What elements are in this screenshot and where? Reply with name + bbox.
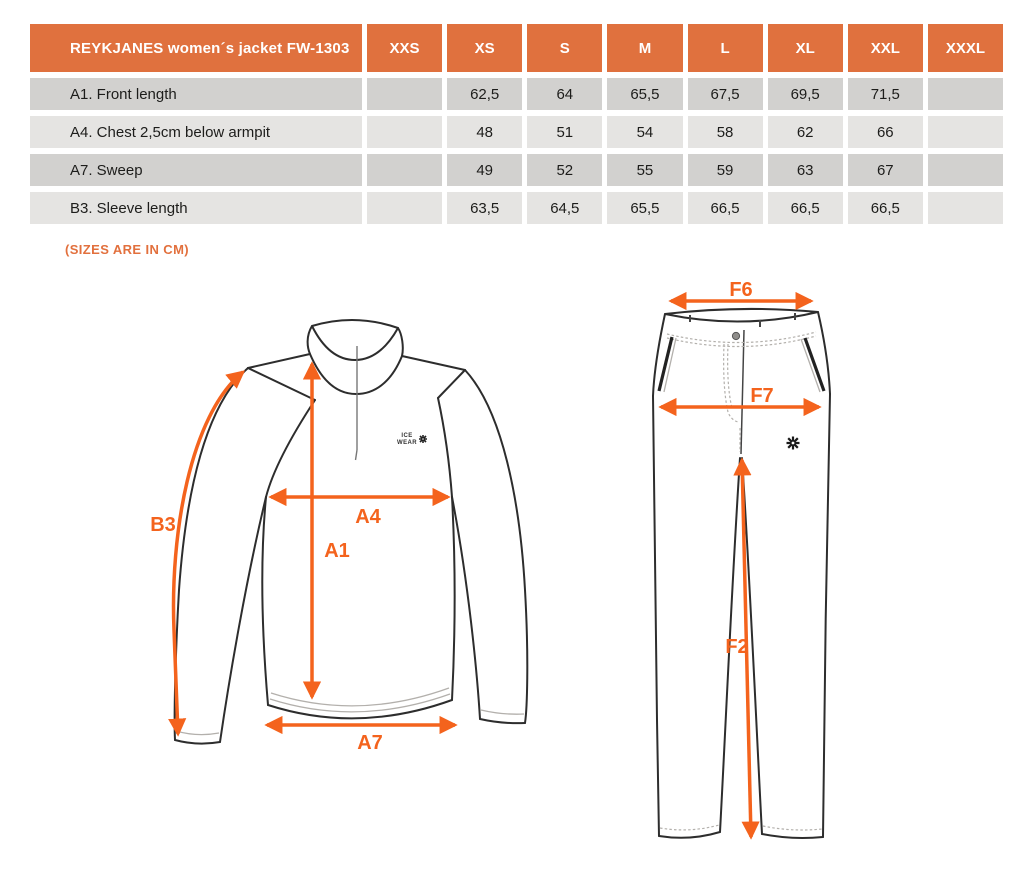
size-value: 63 xyxy=(768,154,843,186)
jacket-outline xyxy=(175,320,528,744)
size-value: 59 xyxy=(688,154,763,186)
label-f2: F2 xyxy=(725,636,749,658)
row-label: A7. Sweep xyxy=(30,154,362,186)
size-value: 62,5 xyxy=(447,78,522,110)
column-header-l: L xyxy=(688,24,763,72)
column-header-s: S xyxy=(527,24,602,72)
size-value: 49 xyxy=(447,154,522,186)
row-label: B3. Sleeve length xyxy=(30,192,362,224)
column-header-xxxl: XXXL xyxy=(928,24,1003,72)
label-f6: F6 xyxy=(729,280,753,301)
size-value: 48 xyxy=(447,116,522,148)
size-value xyxy=(928,192,1003,224)
size-table xyxy=(30,24,1003,230)
row-label: A1. Front length xyxy=(30,78,362,110)
column-header-xxs: XXS xyxy=(367,24,442,72)
size-value: 55 xyxy=(607,154,682,186)
pocket-trims xyxy=(659,337,824,392)
icewear-logo xyxy=(397,433,427,446)
size-value: 58 xyxy=(688,116,763,148)
pants-outline xyxy=(653,309,830,838)
size-value: 64 xyxy=(527,78,602,110)
table-row xyxy=(30,192,1003,224)
fly-stitching xyxy=(724,344,740,452)
table-header-row xyxy=(30,24,1003,72)
units-note: (SIZES ARE IN CM) xyxy=(65,242,190,257)
svg-text:WEAR: WEAR xyxy=(397,440,417,446)
size-value xyxy=(928,116,1003,148)
waist-button xyxy=(732,332,739,339)
size-value: 63,5 xyxy=(447,192,522,224)
label-f7: F7 xyxy=(750,385,774,407)
pants-measurements xyxy=(661,280,819,837)
size-value: 67,5 xyxy=(688,78,763,110)
size-value: 67 xyxy=(848,154,923,186)
size-value: 66,5 xyxy=(768,192,843,224)
column-header-xxl: XXL xyxy=(848,24,923,72)
arrow-b3-sleeve xyxy=(174,372,243,734)
column-header-xs: XS xyxy=(447,24,522,72)
size-value xyxy=(367,116,442,148)
snowflake-icon xyxy=(419,435,427,443)
size-value: 66,5 xyxy=(848,192,923,224)
snowflake-icon xyxy=(787,437,800,450)
svg-text:ICE: ICE xyxy=(401,433,413,439)
column-header-xl: XL xyxy=(768,24,843,72)
column-header-m: M xyxy=(607,24,682,72)
label-a1: A1 xyxy=(324,540,350,562)
table-row xyxy=(30,116,1003,148)
size-value: 65,5 xyxy=(607,192,682,224)
size-value: 64,5 xyxy=(527,192,602,224)
size-value: 71,5 xyxy=(848,78,923,110)
label-a7: A7 xyxy=(357,732,383,754)
size-value xyxy=(367,78,442,110)
size-value xyxy=(367,192,442,224)
size-value: 65,5 xyxy=(607,78,682,110)
row-label: A4. Chest 2,5cm below armpit xyxy=(30,116,362,148)
table-row xyxy=(30,154,1003,186)
size-value: 69,5 xyxy=(768,78,843,110)
table-title: REYKJANES women´s jacket FW-1303 xyxy=(30,24,362,72)
table-row xyxy=(30,78,1003,110)
size-value: 51 xyxy=(527,116,602,148)
jacket-diagram xyxy=(130,290,590,770)
size-value: 62 xyxy=(768,116,843,148)
size-value: 66,5 xyxy=(688,192,763,224)
label-a4: A4 xyxy=(355,506,381,528)
size-value xyxy=(367,154,442,186)
size-value: 54 xyxy=(607,116,682,148)
size-value xyxy=(928,154,1003,186)
pants-diagram xyxy=(620,280,910,880)
label-b3: B3 xyxy=(150,514,176,536)
size-value: 66 xyxy=(848,116,923,148)
size-value xyxy=(928,78,1003,110)
size-value: 52 xyxy=(527,154,602,186)
jacket-measurements xyxy=(150,364,455,754)
